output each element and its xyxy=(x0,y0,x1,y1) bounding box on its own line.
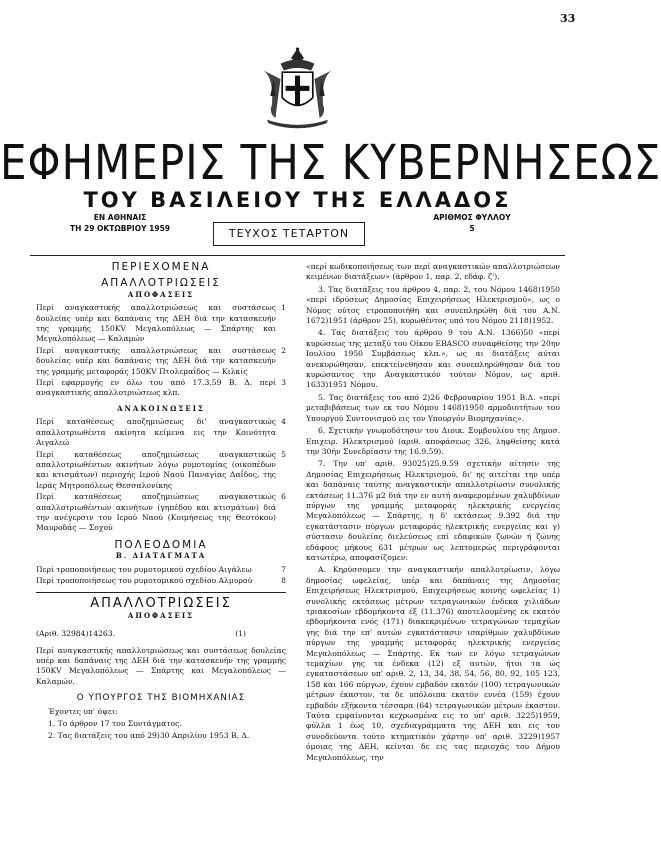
newspaper-title: ΕΦΗΜΕΡΙΣ ΤΗΣ ΚΥΒΕΡΝΗΣΕΩΣ xyxy=(0,134,661,191)
toc-section-title: ΠΟΛΕΟΔΟΜΙΑ xyxy=(114,538,208,551)
sheet-number: 5 xyxy=(469,224,475,233)
article-reference xyxy=(36,629,286,639)
toc-entry xyxy=(36,378,286,399)
paragraph: 7. Την υπ' αριθ. 93025)25.9.59 σχετικήν αίτησιν της Δημοσίας Επιχειρήσεως Ηλεκτρισμού, δι' ης αιτείται την υπέρ και δαπάναις ταύτης αναγκαστικήν απαλλοτρίωσιν συνολικής εκτάσεως 11.376 μ2 διά την εν αυτή αναφερομένων χαλυβδίνων πύργων της γραμμής μεταφοράς ηλεκτρικής ενεργείας Μεγαλοπόλεως — Σπάρτης, η δ' εκτάσεως 9.392 διά την εγκατάστασιν πύργων μεταφοράς ηλεκτρικής ενεργείας και γ) σύστασιν δουλείας διελεύσεως επί εδαφικών ζωνών ή ζώνης εδάφους μήκους 631 μέτρων ως λεπτομερώς περιγράφονται κατωτέρω, αποφασίζομεν: xyxy=(306,459,560,562)
toc-entry-text: Περί τροποποιήσεως του ρυμοτομικού σχεδίου Αλμυρού xyxy=(36,575,253,585)
toc-entry-page: 8 xyxy=(281,575,286,585)
toc-entry-page: 6 xyxy=(281,492,286,502)
having-regard: Έχοντες υπ' όψει: xyxy=(48,706,118,716)
toc-entry xyxy=(36,492,286,534)
royal-crest-icon xyxy=(255,45,340,130)
reference-number: (Αριθ. 32984)14263. xyxy=(36,629,115,639)
minister-heading: Ο ΥΠΟΥΡΓΟΣ ΤΗΣ ΒΙΟΜΗΧΑΝΙΑΣ xyxy=(76,693,246,704)
paragraph: 4. Τας διατάξεις του άρθρου 9 του Α.Ν. 1366)50 «περί κυρώσεως της μεταξύ του Οίκου EBASCO συναφθείσης την 20ην Ιουλίου 1950 Συμβάσεως κλπ.», ως αι διατάξεις αύται ανεκυρώθησαν, επεκτείνεθησαν και συνεπληρώθησαν διά του κυρώσαντος την Αναγκαστικόν τούτον Νόμον, ως αριθ. 1633)1951 Νόμου. xyxy=(306,328,560,390)
toc-section-subtitle: Β. ΔΙΑΤΑΓΜΑΤΑ xyxy=(115,551,207,561)
toc-section-subtitle: ΑΝΑΚΟΙΝΩΣΕΙΣ xyxy=(117,403,205,413)
toc-entry xyxy=(36,346,286,377)
toc-entry-page: 3 xyxy=(281,378,286,388)
toc-entry-page: 7 xyxy=(281,564,286,574)
paragraph: 6. Σχετικήν γνωμοδότησιν του Διοικ. Συμβουλίου της Δημοσ. Επιχειρ. Ηλεκτρισμού (αριθ. αποφάσεως 326, ληφθείσης κατά την 30ήν Συνεδρίασιν της 16.9.59). xyxy=(306,426,560,456)
right-column xyxy=(306,262,560,765)
paragraph: 5. Τας διατάξεις του από 2)26 Φεβρουαρίου 1951 Β.Δ. «περί μεταβιβάσεως των εκ του Νόμου 1468)1950 αρμοδιοτήτων του Υπουργού Συντονισμού εις τον Υπουργόν Βιομηχανίας». xyxy=(306,392,560,423)
place: ΕΝ ΑΘΗΝΑΙΣ xyxy=(93,213,147,222)
page-number: 33 xyxy=(560,12,576,25)
toc-entry-text: Περί αναγκαστικής απαλλοτριώσεως και συστάσεως δουλείας υπέρ και δαπάναις της ΔΕΗ διά την κατασκευήν της γραμμής 150KV Μεγαλοπόλεως — Σπάρτης και Μεγαλοπόλεως — Καλαμών xyxy=(36,303,276,344)
paragraph: 3. Τας διατάξεις του άρθρου 4, παρ. 2, του Νόμου 1468)1950 «περί ιδρύσεως Δημοσίας Επιχειρήσεως Ηλεκτρισμού», ως ο Νόμος ούτος ετροποποιήθη και συνεπληρώθη διά του Α.Ν. 1672)1951 (άρθρον 25), κυρωθέντος υπό του Νόμου 2118)1952. xyxy=(306,284,560,326)
toc-entry-text: Περί καταθέσεως αποζημιώσεως αναγκαστικώς απαλλοτριωθέντων ακινήτων (γηπέδου και κτισμάτων) διά την ανέγερσιν του Ιερού Ναού (Κοιμήσεως της Θεοτόκου) Μαυροδάς — Σοχού xyxy=(36,492,276,533)
date: ΤΗ 29 ΟΚΤΩΒΡΙΟΥ 1959 xyxy=(69,224,171,233)
toc-entry-page: 4 xyxy=(281,417,286,427)
toc-entry-text: Περί καταθέσεως αποζημιώσεως αναγκαστικώς απαλλοτριωθέντων ακινήτων λόγω ρυμοτομίας (οικοπέδων και κτισμάτων) περιοχής Ιερού Ναού Παναγίας Δαΐδος, της Ιεράς Μητροπόλεως Θεσσαλονίκης xyxy=(36,449,276,490)
toc-heading: ΠΕΡΙΕΧΟΜΕΝΑ xyxy=(111,261,211,273)
reference-index: (1) xyxy=(235,629,246,639)
paragraph: Α. Κηρύσσομεν την αναγκαστικήν απαλλοτρίωσιν, λόγω δημοσίας ωφελείας, υπέρ και δαπάναις της Δημοσίας Επιχειρήσεως Ηλεκτρισμού, Επιχειρήσεως κοινής ωφελείας 1) συνολικής εκτάσεως μέτρων τετραγωνικών ένδεκα χιλιάδων τριακοσίων εβδομήκοντα έξ (11.376) αποτελουμένης εκ εκατόν εβδομήκοντα ενός (171) διακεκριμένων τετραγώνων τεμαχίων γης διά την επ' αυτών εγκατάστασιν ισαρίθμων χαλυβδίνων πύργων της γραμμής μεταφοράς ηλεκτρικής ενεργείας Μεγαλοπόλεως — Σπάρτης. Εκ των εν λόγω τετραγώνων τεμαχίων γης τα ένδεκα (12) εξ αυτών, ήτοι τα ώς εγκαταστάσεων υπ' αριθ. 2, 13, 34, 38, 54, 56, 80, 92, 105 123, 158 και 166 πύργων, έχουν εμβαδόν εκατόν (100) τετραγωνικών μέτρων έκαστον, τα δε υπόλοιπα εκατόν εννέα (159) έχουν εμβαδόν εξήκοντα τέσσαρα (64) τετραγωνικών μέτρων έκαστον. Ταύτα εμφαίνονται κεχρωσμένα εις το υπ' αριθ. 3225)1959, φύλλα 1 έως 10, σχεδιαγράμματα της ΔΕΗ και εις τον συνοδεύοντα τούτο κτηματικόν χάρτην υπ' αριθ. 3229)1957 όμοιας της ΔΕΗ, κείνται δε εις τας περιοχάς του Δήμου Μεγαλοπόλεως, την xyxy=(306,565,560,762)
toc-entry xyxy=(36,450,286,492)
toc-section xyxy=(36,540,286,587)
left-column xyxy=(36,262,286,744)
toc-entry xyxy=(36,303,286,345)
toc-entry-text: Περί αναγκαστικής απαλλοτριώσεως και συστάσεως δουλείας υπέρ και δαπάναις της ΔΕΗ διά την κατασκευήν της γραμμής μεταφοράς 150KV Πτολεμαΐδος — Κιλκίς xyxy=(36,345,276,376)
date-block xyxy=(60,212,180,234)
toc-entry xyxy=(36,576,286,586)
toc-section xyxy=(36,278,286,398)
paragraph: 2. Τας διατάξεις του από 29)30 Απριλίου 1953 Β. Δ. xyxy=(48,731,250,741)
paragraph: 1. Το άρθρον 17 του Συντάγματος. xyxy=(48,719,182,729)
article-summary: Περί αναγκαστικής απαλλοτριώσεως και συστάσεως δουλείας υπέρ και δαπάναις της ΔΕΗ διά την κατασκευήν της γραμμής 150KV Μεγαλοπόλεως — Σπάρτης και Μεγαλοπόλεως — Καλαμών. xyxy=(36,645,286,686)
sheet-label: ΑΡΙΘΜΟΣ ΦΥΛΛΟΥ xyxy=(433,213,511,222)
toc-entry-text: Περί εφαρμογής εν όλω του από 17.3.59 Β. Δ. περί αναγκαστικής απαλλοτριώσεως κλπ. xyxy=(36,378,276,398)
article-section-title: ΑΠΑΛΛΟΤΡΙΩΣΕΙΣ xyxy=(36,592,286,609)
toc-section xyxy=(36,404,286,534)
sheet-block xyxy=(422,212,522,234)
toc-section-subtitle: ΑΠΟΦΑΣΕΙΣ xyxy=(127,289,195,299)
toc-entry xyxy=(36,417,286,448)
toc-entry-page: 5 xyxy=(281,449,286,459)
paragraph: «περί κωδικοποιήσεως των περί αναγκαστικών απαλλοτριώσεων κειμένων διατάξεων» (άρθρον 1, παρ. 2, εδάφ. ζ'). xyxy=(306,262,560,282)
toc-section-title: ΑΠΑΛΛΟΤΡΙΩΣΕΙΣ xyxy=(101,277,221,290)
toc-entry xyxy=(36,565,286,575)
article-section-subtitle: ΑΠΟΦΑΣΕΙΣ xyxy=(127,610,195,620)
toc-entry-text: Περί τροποποιήσεως του ρυμοτομικού σχεδίου Αιγάλεω xyxy=(36,564,252,574)
issue-label: ΤΕΥΧΟΣ ΤΕΤΑΡΤΟΝ xyxy=(213,222,365,246)
toc-entry-text: Περί καταθέσεως αποζημιώσεως δι' αναγκαστικώς απαλλοτριωθέντα ακίνητα κείμενα εις την Κοινότητα Αιγαλεώ xyxy=(36,417,276,448)
header-rule xyxy=(30,255,565,256)
toc-entry-page: 1 xyxy=(281,303,286,313)
newspaper-subtitle: ΤΟΥ ΒΑΣΙΛΕΙΟΥ ΤΗΣ ΕΛΛΑΔΟΣ xyxy=(83,188,512,212)
toc-entry-page: 2 xyxy=(281,345,286,355)
